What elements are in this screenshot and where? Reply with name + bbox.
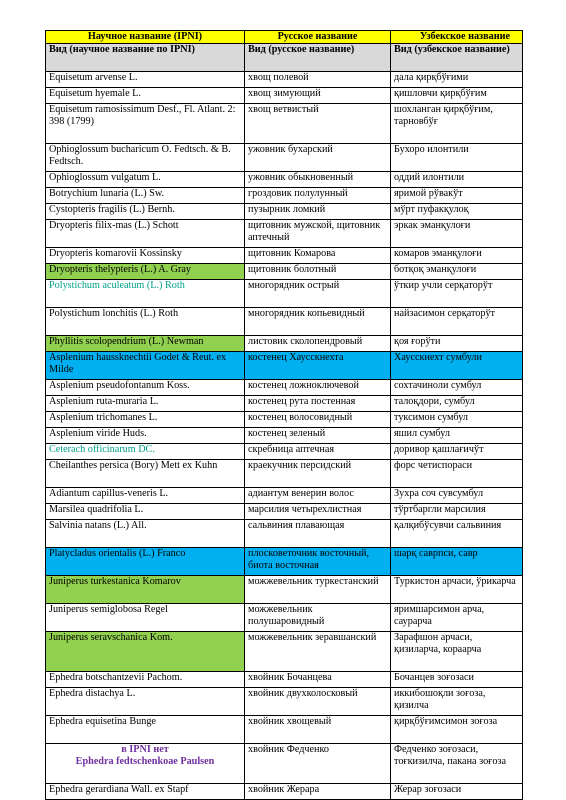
scientific-name-cell: Cheilanthes persica (Bory) Mett ex Kuhn	[46, 460, 245, 488]
scientific-name-cell: Polystichum aculeatum (L.) Roth	[46, 280, 245, 308]
scientific-name-cell: Asplenium trichomanes L.	[46, 412, 245, 428]
uzbek-name-cell: яримшарсимон арча, саурарча	[391, 604, 523, 632]
table-row	[46, 144, 523, 172]
table-row	[46, 716, 523, 744]
russian-name-cell: костенец зеленый	[245, 428, 391, 444]
russian-name-cell: костенец рута постенная	[245, 396, 391, 412]
uzbek-name-cell: Бочанцев зоғозаси	[391, 672, 523, 688]
scientific-name-cell: Cystopteris fragilis (L.) Bernh.	[46, 204, 245, 220]
table-row	[46, 248, 523, 264]
table-row	[46, 784, 523, 800]
scientific-name-cell: Ephedra botschantzevii Pachom.	[46, 672, 245, 688]
uzbek-name-cell: комаров эманқулоғи	[391, 248, 523, 264]
russian-name-cell: сальвиния плавающая	[245, 520, 391, 548]
uzbek-name-cell: Федченко зоғозаси, тоғкизилча, пакана зоғоза	[391, 744, 523, 784]
russian-name-cell: адиантум венерин волос	[245, 488, 391, 504]
scientific-name-cell: Phyllitis scolopendrium (L.) Newman	[46, 336, 245, 352]
scientific-name-cell: Dryopteris filix-mas (L.) Schott	[46, 220, 245, 248]
russian-name-cell: ужовник бухарский	[245, 144, 391, 172]
table-row	[46, 352, 523, 380]
russian-name-cell: хвойник Бочанцева	[245, 672, 391, 688]
scientific-name-cell: Ophioglossum vulgatum L.	[46, 172, 245, 188]
russian-name-cell: листовик сколопендровый	[245, 336, 391, 352]
scientific-name-cell: Ophioglossum bucharicum O. Fedtsch. & B. Fedtsch.	[46, 144, 245, 172]
russian-name-cell: щитовник болотный	[245, 264, 391, 280]
scientific-name-cell: Platycladus orientalis (L.) Franco	[46, 548, 245, 576]
subheader-scientific-name: Вид (научное название по IPNI)	[46, 44, 245, 72]
uzbek-name-cell: Хаусскнехт сумбули	[391, 352, 523, 380]
subheader-russian-name: Вид (русское название)	[245, 44, 391, 72]
scientific-name-cell: Asplenium pseudofontanum Koss.	[46, 380, 245, 396]
table-subheader-row	[46, 44, 523, 72]
russian-name-cell: костенец Хаусскнехта	[245, 352, 391, 380]
uzbek-name-cell: ботқоқ эманқулоғи	[391, 264, 523, 280]
scientific-name-cell: Dryopteris komarovii Kossinsky	[46, 248, 245, 264]
russian-name-cell: хвойник хвощевый	[245, 716, 391, 744]
uzbek-name-cell: қишловчи қирқбўғим	[391, 88, 523, 104]
header-russian-name: Русское название	[245, 31, 391, 44]
russian-name-cell: можжевельник зеравшанский	[245, 632, 391, 672]
table-row	[46, 744, 523, 784]
uzbek-name-cell: сохтачиноли сумбул	[391, 380, 523, 396]
table-row	[46, 72, 523, 88]
uzbek-name-cell: яримой рўвакўт	[391, 188, 523, 204]
scientific-name-cell: Ceterach officinarum DC.	[46, 444, 245, 460]
scientific-name-cell: Ephedra gerardiana Wall. ex Stapf	[46, 784, 245, 800]
russian-name-cell: костенец волосовидный	[245, 412, 391, 428]
uzbek-name-cell: мўрт пуфакқулоқ	[391, 204, 523, 220]
scientific-name-cell: Ephedra equisetina Bunge	[46, 716, 245, 744]
scientific-name-cell: Ephedra distachya L.	[46, 688, 245, 716]
table-header-row	[46, 31, 523, 44]
scientific-name-cell: Salvinia natans (L.) All.	[46, 520, 245, 548]
table-row	[46, 220, 523, 248]
uzbek-name-cell: оддий илонтили	[391, 172, 523, 188]
table-row	[46, 396, 523, 412]
scientific-name-cell: Asplenium ruta-muraria L.	[46, 396, 245, 412]
russian-name-cell: многорядник копьевидный	[245, 308, 391, 336]
uzbek-name-cell: Зарафшон арчаси, қизиларча, кораарча	[391, 632, 523, 672]
scientific-name-cell: Equisetum ramosissimum Desf., Fl. Atlant. 2: 398 (1799)	[46, 104, 245, 144]
scientific-name-cell: Asplenium haussknechtii Godet & Reut. ex Milde	[46, 352, 245, 380]
russian-name-cell: хвощ ветвистый	[245, 104, 391, 144]
uzbek-name-cell: форс четиспораси	[391, 460, 523, 488]
russian-name-cell: костенец ложноключевой	[245, 380, 391, 396]
scientific-name-text: Ephedra fedtschenkoae Paulsen	[75, 756, 215, 767]
header-scientific-name: Научное название (IPNI)	[46, 31, 245, 44]
uzbek-name-cell: қоя ғорўти	[391, 336, 523, 352]
document-page	[45, 30, 522, 800]
table-row	[46, 428, 523, 444]
russian-name-cell: краекучник персидский	[245, 460, 391, 488]
russian-name-cell: хвощ зимующий	[245, 88, 391, 104]
table-row	[46, 548, 523, 576]
ipni-missing-note: в IPNI нет	[121, 744, 169, 755]
table-row	[46, 576, 523, 604]
table-row	[46, 204, 523, 220]
russian-name-cell: многорядник острый	[245, 280, 391, 308]
russian-name-cell: хвойник двухколосковый	[245, 688, 391, 716]
uzbek-name-cell: шохланган қирқбўғим, тарновбўғ	[391, 104, 523, 144]
russian-name-cell: ужовник обыкновенный	[245, 172, 391, 188]
table-row	[46, 104, 523, 144]
table-row	[46, 688, 523, 716]
uzbek-name-cell: тўртбаргли марсилия	[391, 504, 523, 520]
uzbek-name-cell: найзасимон серқаторўт	[391, 308, 523, 336]
russian-name-cell: можжевельник туркестанский	[245, 576, 391, 604]
russian-name-cell: хвощ полевой	[245, 72, 391, 88]
scientific-name-cell: Botrychium lunaria (L.) Sw.	[46, 188, 245, 204]
table-row	[46, 444, 523, 460]
header-uzbek-name: Узбекское название	[391, 31, 523, 44]
russian-name-cell: марсилия четырехлистная	[245, 504, 391, 520]
table-row	[46, 604, 523, 632]
uzbek-name-cell: дала қирқбўғими	[391, 72, 523, 88]
uzbek-name-cell: қалқибўсувчи сальвиния	[391, 520, 523, 548]
scientific-name-cell: Adiantum capillus-veneris L.	[46, 488, 245, 504]
species-table	[45, 30, 523, 800]
uzbek-name-cell: доривор қашлағичўт	[391, 444, 523, 460]
table-row	[46, 172, 523, 188]
table-row	[46, 504, 523, 520]
uzbek-name-cell: эркак эманқулоғи	[391, 220, 523, 248]
uzbek-name-cell: қирқбўғимсимон зоғоза	[391, 716, 523, 744]
uzbek-name-cell: талоқдори, сумбул	[391, 396, 523, 412]
russian-name-cell: гроздовик полулунный	[245, 188, 391, 204]
table-row	[46, 88, 523, 104]
scientific-name-cell: Asplenium viride Huds.	[46, 428, 245, 444]
uzbek-name-cell: туксимон сумбул	[391, 412, 523, 428]
table-row	[46, 380, 523, 396]
russian-name-cell: хвойник Федченко	[245, 744, 391, 784]
uzbek-name-cell: Жерар зоғозаси	[391, 784, 523, 800]
subheader-uzbek-name: Вид (узбекское название)	[391, 44, 523, 72]
russian-name-cell: хвойник Жерара	[245, 784, 391, 800]
table-row	[46, 336, 523, 352]
scientific-name-cell: Juniperus seravschanica Kom.	[46, 632, 245, 672]
table-row	[46, 460, 523, 488]
table-row	[46, 632, 523, 672]
scientific-name-cell: Marsilea quadrifolia L.	[46, 504, 245, 520]
table-row	[46, 520, 523, 548]
table-row	[46, 308, 523, 336]
table-row	[46, 672, 523, 688]
scientific-name-cell: Juniperus semiglobosa Regel	[46, 604, 245, 632]
scientific-name-cell: Juniperus turkestanica Komarov	[46, 576, 245, 604]
scientific-name-cell: Polystichum lonchitis (L.) Roth	[46, 308, 245, 336]
table-row	[46, 264, 523, 280]
russian-name-cell: пузырник ломкий	[245, 204, 391, 220]
scientific-name-cell: Dryopteris thelypteris (L.) A. Gray	[46, 264, 245, 280]
russian-name-cell: щитовник Комарова	[245, 248, 391, 264]
uzbek-name-cell: Туркистон арчаси, ўрикарча	[391, 576, 523, 604]
uzbek-name-cell: яшил сумбул	[391, 428, 523, 444]
scientific-name-cell: Equisetum hyemale L.	[46, 88, 245, 104]
table-row	[46, 280, 523, 308]
uzbek-name-cell: ўткир учли серқаторўт	[391, 280, 523, 308]
russian-name-cell: можжевельник полушаровидный	[245, 604, 391, 632]
russian-name-cell: скребница аптечная	[245, 444, 391, 460]
table-row	[46, 488, 523, 504]
uzbek-name-cell: шарқ саврпси, савр	[391, 548, 523, 576]
scientific-name-cell: Equisetum arvense L.	[46, 72, 245, 88]
table-row	[46, 412, 523, 428]
russian-name-cell: щитовник мужской, щитовник аптечный	[245, 220, 391, 248]
table-row	[46, 188, 523, 204]
uzbek-name-cell: иккибошоқли зоғоза, қизилча	[391, 688, 523, 716]
russian-name-cell: плосковеточник восточный, биота восточная	[245, 548, 391, 576]
scientific-name-cell	[46, 744, 245, 784]
uzbek-name-cell: Зухра соч сувсумбул	[391, 488, 523, 504]
uzbek-name-cell: Бухоро илонтили	[391, 144, 523, 172]
